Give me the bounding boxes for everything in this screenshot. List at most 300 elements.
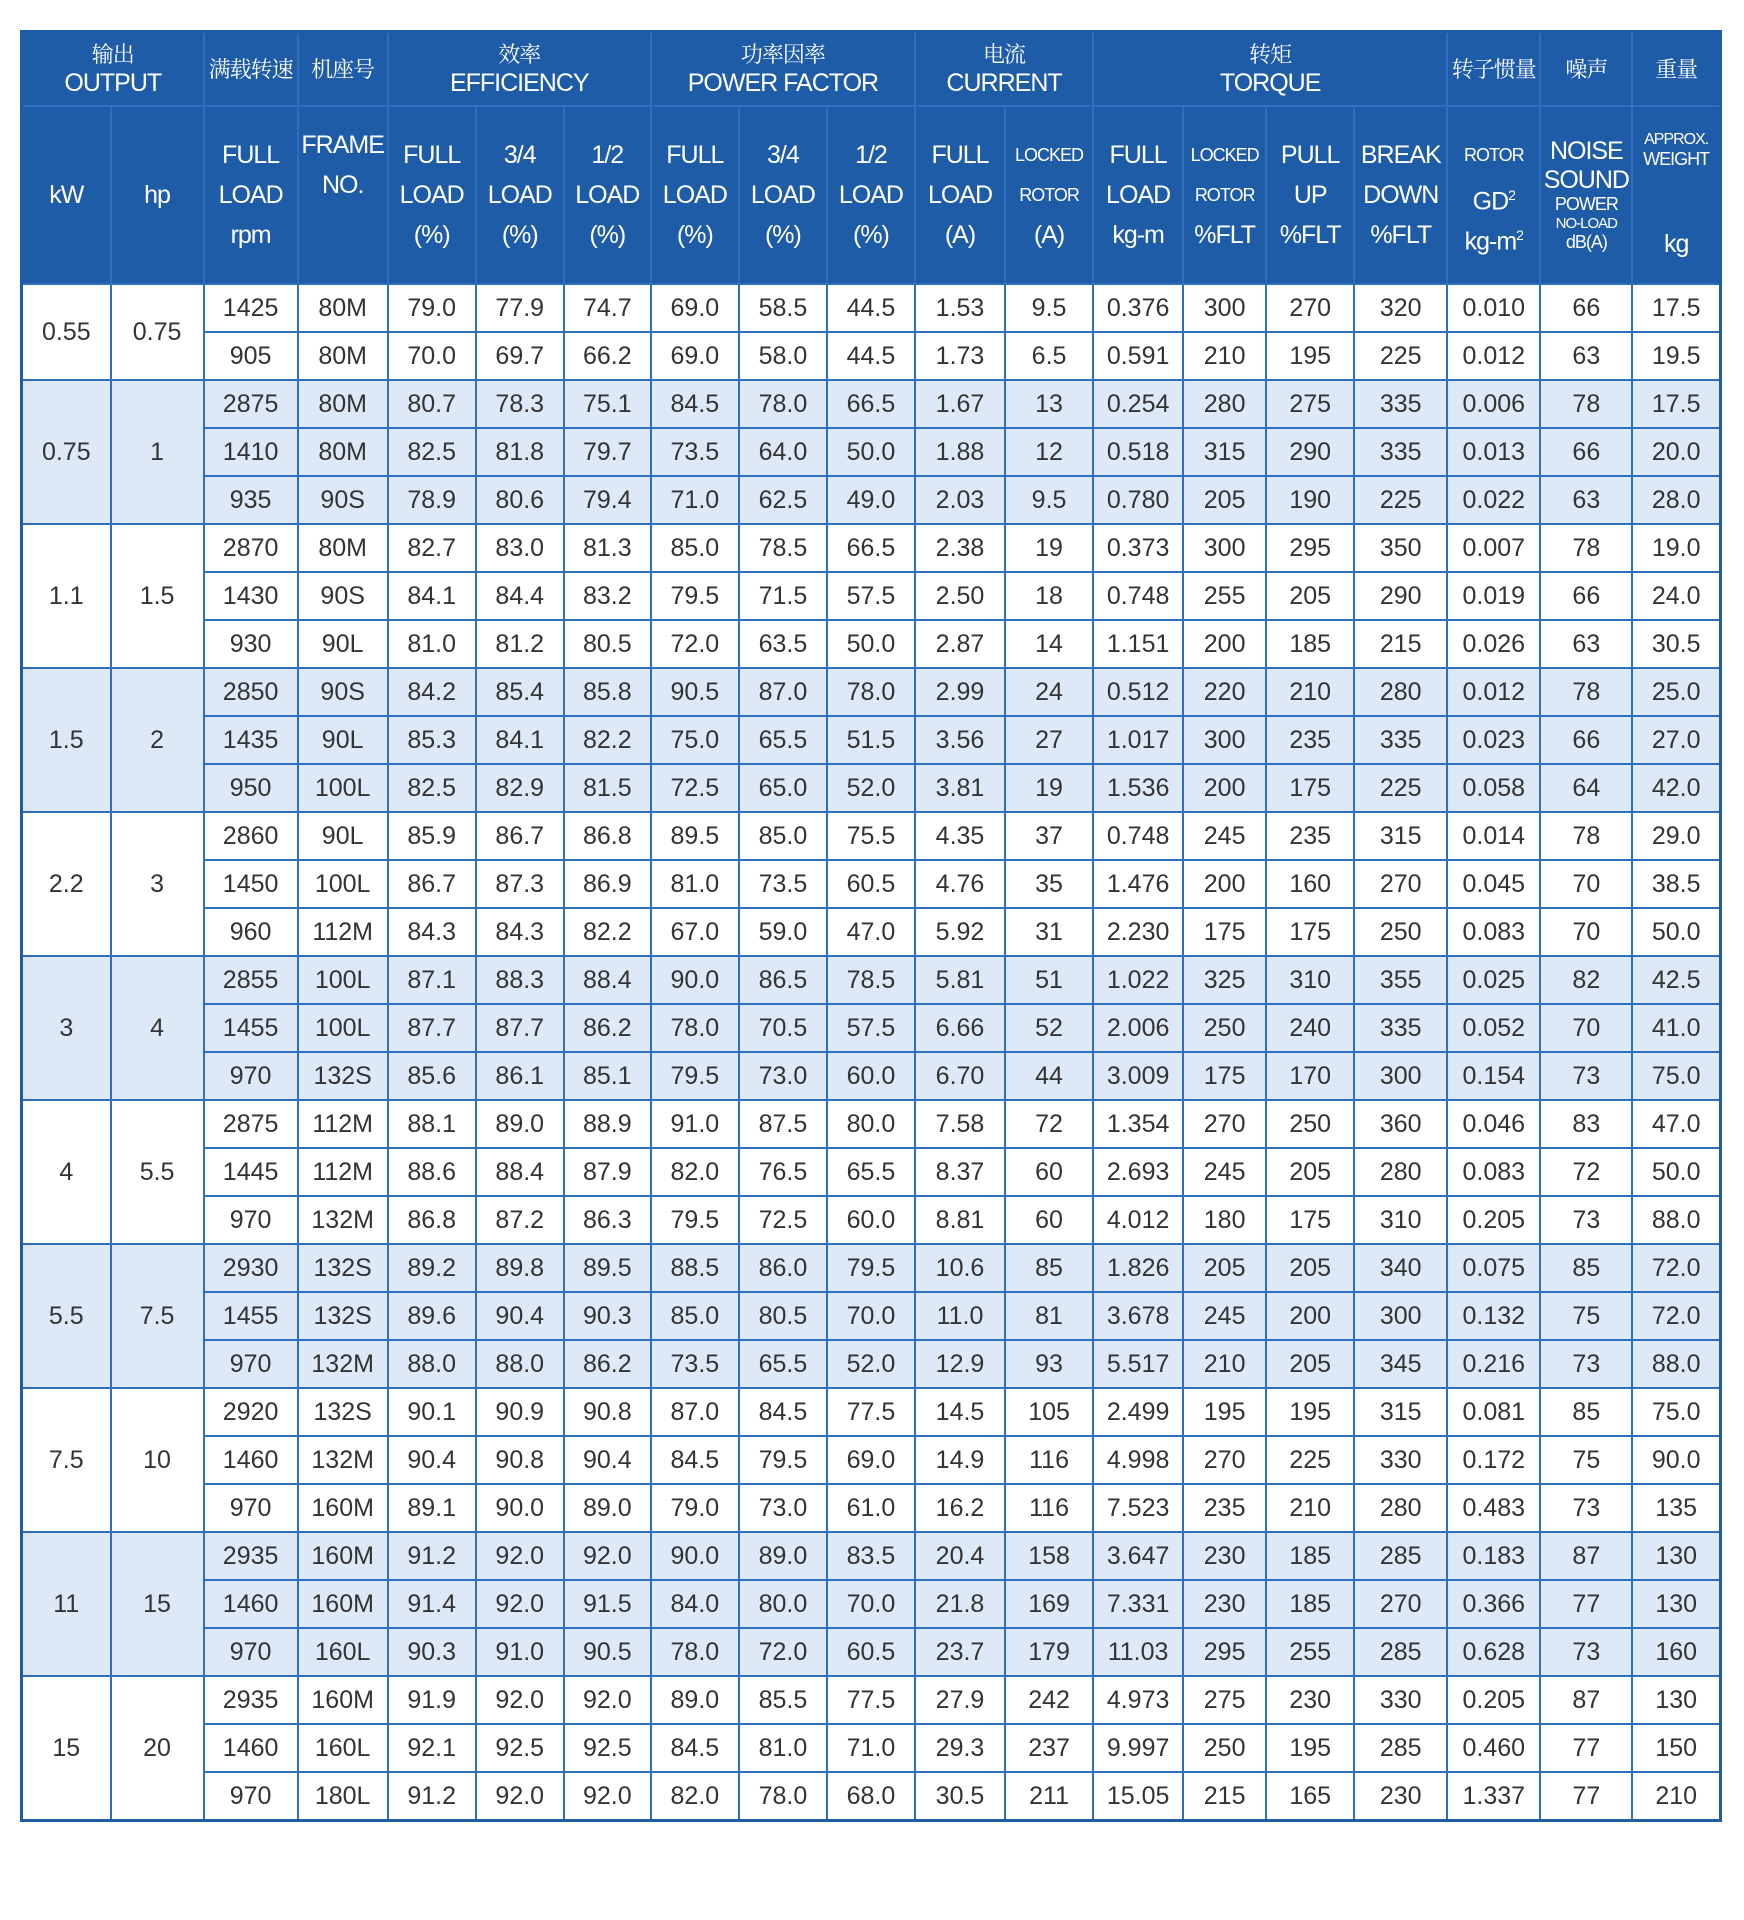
header-frame-zh: 机座号 [298,32,388,107]
cell-eff-full: 81.0 [388,620,476,668]
cell-eff-3-4: 81.2 [476,620,564,668]
cell-current-locked: 31 [1005,908,1093,956]
cell-noise: 75 [1540,1292,1632,1340]
header-eff-1-2: 1/2 LOAD (%) [564,106,651,284]
cell-pf-full: 90.5 [651,668,739,716]
cell-eff-full: 84.2 [388,668,476,716]
cell-pf-3-4: 58.0 [739,332,827,380]
cell-eff-3-4: 92.0 [476,1532,564,1580]
cell-torque-breakdown: 300 [1354,1052,1447,1100]
cell-current-locked: 27 [1005,716,1093,764]
cell-torque-pullup: 205 [1266,1148,1354,1196]
header-rpm: FULL LOAD rpm [204,106,298,284]
cell-pf-1-2: 65.5 [827,1148,915,1196]
cell-weight: 72.0 [1632,1292,1720,1340]
cell-torque-locked: 210 [1183,1340,1266,1388]
cell-kw: 5.5 [22,1244,111,1388]
cell-current-full: 23.7 [915,1628,1005,1676]
cell-eff-3-4: 88.4 [476,1148,564,1196]
cell-rpm: 1435 [204,716,298,764]
table-row [22,428,1721,476]
cell-pf-full: 79.0 [651,1484,739,1532]
cell-eff-3-4: 86.1 [476,1052,564,1100]
cell-eff-full: 84.3 [388,908,476,956]
header-torque-locked: LOCKED ROTOR %FLT [1183,106,1266,284]
cell-eff-3-4: 92.0 [476,1676,564,1724]
cell-pf-3-4: 63.5 [739,620,827,668]
cell-pf-3-4: 73.5 [739,860,827,908]
cell-torque-full: 1.476 [1093,860,1183,908]
cell-eff-full: 82.5 [388,764,476,812]
cell-weight: 88.0 [1632,1340,1720,1388]
cell-pf-1-2: 50.0 [827,428,915,476]
cell-current-locked: 37 [1005,812,1093,860]
cell-noise: 87 [1540,1676,1632,1724]
cell-torque-pullup: 205 [1266,1244,1354,1292]
cell-torque-locked: 230 [1183,1532,1266,1580]
table-row [22,332,1721,380]
cell-current-full: 3.56 [915,716,1005,764]
cell-pf-1-2: 75.5 [827,812,915,860]
header-frame: FRAME NO. [298,106,388,284]
cell-pf-full: 73.5 [651,1340,739,1388]
cell-weight: 24.0 [1632,572,1720,620]
cell-pf-1-2: 47.0 [827,908,915,956]
cell-torque-pullup: 205 [1266,572,1354,620]
cell-rpm: 2850 [204,668,298,716]
cell-weight: 135 [1632,1484,1720,1532]
header-eff-full: FULL LOAD (%) [388,106,476,284]
cell-eff-full: 82.5 [388,428,476,476]
cell-current-full: 20.4 [915,1532,1005,1580]
cell-rpm: 2935 [204,1676,298,1724]
cell-eff-1-2: 85.8 [564,668,651,716]
table-row [22,1340,1721,1388]
cell-pf-3-4: 71.5 [739,572,827,620]
cell-torque-breakdown: 315 [1354,1388,1447,1436]
cell-current-locked: 44 [1005,1052,1093,1100]
cell-rpm: 970 [204,1052,298,1100]
cell-noise: 66 [1540,716,1632,764]
cell-current-full: 4.35 [915,812,1005,860]
cell-eff-full: 90.3 [388,1628,476,1676]
cell-noise: 73 [1540,1628,1632,1676]
table-row [22,1676,1721,1724]
cell-torque-pullup: 175 [1266,1196,1354,1244]
cell-eff-full: 70.0 [388,332,476,380]
cell-eff-full: 87.7 [388,1004,476,1052]
cell-noise: 66 [1540,572,1632,620]
cell-hp: 7.5 [111,1244,204,1388]
table-row [22,1052,1721,1100]
cell-rpm: 970 [204,1340,298,1388]
cell-pf-full: 89.5 [651,812,739,860]
cell-kw: 0.75 [22,380,111,524]
cell-pf-3-4: 81.0 [739,1724,827,1772]
cell-rpm: 1455 [204,1004,298,1052]
cell-pf-3-4: 84.5 [739,1388,827,1436]
cell-rotor-gd2: 0.022 [1447,476,1540,524]
cell-pf-3-4: 86.5 [739,956,827,1004]
cell-weight: 150 [1632,1724,1720,1772]
cell-eff-1-2: 86.3 [564,1196,651,1244]
cell-eff-3-4: 78.3 [476,380,564,428]
header-rotor-zh: 转子惯量 [1447,32,1540,107]
cell-current-locked: 13 [1005,380,1093,428]
cell-weight: 19.5 [1632,332,1720,380]
cell-eff-3-4: 89.8 [476,1244,564,1292]
cell-pf-3-4: 59.0 [739,908,827,956]
cell-rotor-gd2: 0.205 [1447,1196,1540,1244]
cell-rotor-gd2: 0.628 [1447,1628,1540,1676]
cell-torque-breakdown: 270 [1354,1580,1447,1628]
cell-weight: 20.0 [1632,428,1720,476]
cell-rotor-gd2: 0.025 [1447,956,1540,1004]
cell-eff-1-2: 86.9 [564,860,651,908]
table-row [22,284,1721,332]
cell-torque-locked: 210 [1183,332,1266,380]
table-row [22,1484,1721,1532]
header-efficiency: 效率 EFFICIENCY [388,32,651,107]
cell-frame: 90S [298,476,388,524]
cell-kw: 7.5 [22,1388,111,1532]
header-eff-3-4: 3/4 LOAD (%) [476,106,564,284]
cell-torque-breakdown: 340 [1354,1244,1447,1292]
cell-torque-pullup: 270 [1266,284,1354,332]
cell-torque-full: 2.006 [1093,1004,1183,1052]
cell-eff-1-2: 79.7 [564,428,651,476]
cell-current-locked: 158 [1005,1532,1093,1580]
cell-pf-full: 71.0 [651,476,739,524]
cell-pf-3-4: 65.0 [739,764,827,812]
cell-torque-pullup: 310 [1266,956,1354,1004]
cell-eff-full: 88.6 [388,1148,476,1196]
cell-torque-pullup: 195 [1266,332,1354,380]
cell-eff-1-2: 92.0 [564,1676,651,1724]
cell-rotor-gd2: 0.014 [1447,812,1540,860]
cell-eff-full: 78.9 [388,476,476,524]
cell-torque-breakdown: 335 [1354,716,1447,764]
cell-pf-3-4: 73.0 [739,1052,827,1100]
cell-noise: 78 [1540,668,1632,716]
cell-eff-full: 90.4 [388,1436,476,1484]
cell-rotor-gd2: 0.046 [1447,1100,1540,1148]
cell-weight: 25.0 [1632,668,1720,716]
cell-eff-1-2: 90.5 [564,1628,651,1676]
cell-eff-full: 86.7 [388,860,476,908]
cell-pf-1-2: 69.0 [827,1436,915,1484]
cell-torque-pullup: 185 [1266,620,1354,668]
cell-noise: 75 [1540,1436,1632,1484]
cell-eff-1-2: 75.1 [564,380,651,428]
cell-eff-3-4: 90.9 [476,1388,564,1436]
cell-pf-3-4: 80.0 [739,1580,827,1628]
cell-eff-full: 89.2 [388,1244,476,1292]
header-current-locked: LOCKED ROTOR (A) [1005,106,1093,284]
cell-eff-full: 88.1 [388,1100,476,1148]
cell-eff-3-4: 84.4 [476,572,564,620]
cell-torque-full: 0.591 [1093,332,1183,380]
header-pf-1-2: 1/2 LOAD (%) [827,106,915,284]
cell-torque-pullup: 195 [1266,1724,1354,1772]
header-speed-zh: 满载转速 [204,32,298,107]
cell-pf-1-2: 51.5 [827,716,915,764]
cell-pf-1-2: 83.5 [827,1532,915,1580]
cell-torque-locked: 295 [1183,1628,1266,1676]
cell-eff-1-2: 90.8 [564,1388,651,1436]
cell-pf-1-2: 79.5 [827,1244,915,1292]
cell-rotor-gd2: 0.483 [1447,1484,1540,1532]
cell-noise: 85 [1540,1244,1632,1292]
cell-frame: 180L [298,1772,388,1821]
cell-torque-full: 1.022 [1093,956,1183,1004]
cell-frame: 90S [298,668,388,716]
header-row-groups [22,32,1721,107]
cell-torque-pullup: 175 [1266,908,1354,956]
cell-torque-locked: 200 [1183,620,1266,668]
cell-torque-full: 9.997 [1093,1724,1183,1772]
cell-eff-1-2: 83.2 [564,572,651,620]
cell-torque-full: 0.376 [1093,284,1183,332]
cell-frame: 80M [298,524,388,572]
cell-weight: 30.5 [1632,620,1720,668]
cell-weight: 42.0 [1632,764,1720,812]
cell-frame: 132S [298,1052,388,1100]
cell-torque-locked: 275 [1183,1676,1266,1724]
cell-torque-pullup: 165 [1266,1772,1354,1821]
cell-torque-locked: 180 [1183,1196,1266,1244]
cell-current-full: 6.70 [915,1052,1005,1100]
cell-current-locked: 9.5 [1005,476,1093,524]
cell-eff-1-2: 86.8 [564,812,651,860]
cell-torque-full: 4.998 [1093,1436,1183,1484]
table-row [22,476,1721,524]
cell-pf-1-2: 60.0 [827,1052,915,1100]
cell-torque-pullup: 230 [1266,1676,1354,1724]
cell-pf-3-4: 62.5 [739,476,827,524]
cell-noise: 70 [1540,860,1632,908]
cell-weight: 210 [1632,1772,1720,1821]
cell-pf-full: 82.0 [651,1148,739,1196]
cell-noise: 85 [1540,1388,1632,1436]
cell-eff-3-4: 69.7 [476,332,564,380]
cell-rotor-gd2: 0.083 [1447,908,1540,956]
cell-rotor-gd2: 0.006 [1447,380,1540,428]
cell-torque-breakdown: 315 [1354,812,1447,860]
cell-eff-3-4: 87.7 [476,1004,564,1052]
cell-noise: 83 [1540,1100,1632,1148]
cell-hp: 5.5 [111,1100,204,1244]
cell-pf-1-2: 60.5 [827,860,915,908]
cell-rotor-gd2: 1.337 [1447,1772,1540,1821]
cell-torque-full: 2.230 [1093,908,1183,956]
cell-current-locked: 9.5 [1005,284,1093,332]
cell-frame: 132S [298,1388,388,1436]
cell-current-full: 5.92 [915,908,1005,956]
cell-kw: 3 [22,956,111,1100]
cell-torque-full: 0.748 [1093,812,1183,860]
cell-pf-3-4: 72.5 [739,1196,827,1244]
cell-eff-1-2: 89.5 [564,1244,651,1292]
cell-eff-full: 80.7 [388,380,476,428]
cell-torque-pullup: 190 [1266,476,1354,524]
header-row-columns [22,106,1721,284]
cell-current-locked: 105 [1005,1388,1093,1436]
cell-pf-1-2: 70.0 [827,1580,915,1628]
cell-pf-full: 75.0 [651,716,739,764]
cell-weight: 75.0 [1632,1388,1720,1436]
cell-eff-3-4: 87.2 [476,1196,564,1244]
cell-eff-3-4: 90.0 [476,1484,564,1532]
cell-weight: 27.0 [1632,716,1720,764]
cell-torque-full: 3.678 [1093,1292,1183,1340]
cell-eff-3-4: 87.3 [476,860,564,908]
cell-eff-1-2: 89.0 [564,1484,651,1532]
cell-pf-3-4: 65.5 [739,716,827,764]
cell-current-full: 29.3 [915,1724,1005,1772]
cell-current-full: 2.87 [915,620,1005,668]
cell-weight: 47.0 [1632,1100,1720,1148]
cell-pf-3-4: 80.5 [739,1292,827,1340]
cell-current-locked: 14 [1005,620,1093,668]
cell-current-locked: 242 [1005,1676,1093,1724]
cell-torque-pullup: 195 [1266,1388,1354,1436]
cell-eff-full: 87.1 [388,956,476,1004]
header-output: 输出 OUTPUT [22,32,204,107]
cell-torque-locked: 280 [1183,380,1266,428]
cell-pf-3-4: 76.5 [739,1148,827,1196]
cell-rpm: 1430 [204,572,298,620]
table-row [22,1436,1721,1484]
cell-rpm: 1455 [204,1292,298,1340]
cell-pf-3-4: 73.0 [739,1484,827,1532]
cell-rpm: 970 [204,1196,298,1244]
cell-torque-pullup: 210 [1266,668,1354,716]
cell-torque-full: 0.518 [1093,428,1183,476]
cell-torque-full: 1.151 [1093,620,1183,668]
cell-frame: 132S [298,1292,388,1340]
cell-pf-3-4: 72.0 [739,1628,827,1676]
cell-pf-1-2: 70.0 [827,1292,915,1340]
cell-eff-full: 91.9 [388,1676,476,1724]
cell-torque-breakdown: 310 [1354,1196,1447,1244]
cell-pf-full: 78.0 [651,1628,739,1676]
cell-torque-breakdown: 345 [1354,1340,1447,1388]
cell-pf-3-4: 65.5 [739,1340,827,1388]
cell-torque-full: 11.03 [1093,1628,1183,1676]
cell-torque-locked: 175 [1183,908,1266,956]
cell-current-full: 12.9 [915,1340,1005,1388]
cell-torque-pullup: 250 [1266,1100,1354,1148]
cell-pf-full: 88.5 [651,1244,739,1292]
cell-rotor-gd2: 0.075 [1447,1244,1540,1292]
cell-pf-1-2: 78.0 [827,668,915,716]
cell-eff-full: 85.6 [388,1052,476,1100]
cell-torque-pullup: 160 [1266,860,1354,908]
cell-eff-3-4: 83.0 [476,524,564,572]
cell-pf-full: 72.5 [651,764,739,812]
cell-eff-1-2: 92.5 [564,1724,651,1772]
cell-frame: 90L [298,716,388,764]
cell-torque-breakdown: 280 [1354,1148,1447,1196]
cell-rpm: 2860 [204,812,298,860]
cell-eff-full: 85.3 [388,716,476,764]
cell-weight: 38.5 [1632,860,1720,908]
cell-hp: 20 [111,1676,204,1821]
table-row [22,1772,1721,1821]
cell-eff-full: 82.7 [388,524,476,572]
cell-weight: 29.0 [1632,812,1720,860]
cell-torque-locked: 200 [1183,764,1266,812]
cell-eff-3-4: 85.4 [476,668,564,716]
cell-torque-full: 7.523 [1093,1484,1183,1532]
cell-pf-1-2: 57.5 [827,1004,915,1052]
cell-frame: 80M [298,380,388,428]
cell-current-full: 3.81 [915,764,1005,812]
cell-pf-full: 78.0 [651,1004,739,1052]
cell-rotor-gd2: 0.154 [1447,1052,1540,1100]
cell-torque-locked: 245 [1183,1148,1266,1196]
cell-eff-1-2: 86.2 [564,1004,651,1052]
cell-noise: 77 [1540,1772,1632,1821]
cell-torque-breakdown: 250 [1354,908,1447,956]
cell-pf-full: 85.0 [651,1292,739,1340]
cell-frame: 160L [298,1724,388,1772]
cell-noise: 64 [1540,764,1632,812]
cell-eff-full: 90.1 [388,1388,476,1436]
cell-kw: 1.5 [22,668,111,812]
cell-torque-pullup: 175 [1266,764,1354,812]
cell-noise: 73 [1540,1484,1632,1532]
cell-eff-1-2: 81.5 [564,764,651,812]
cell-torque-full: 2.693 [1093,1148,1183,1196]
cell-torque-breakdown: 225 [1354,764,1447,812]
cell-torque-locked: 235 [1183,1484,1266,1532]
cell-eff-3-4: 92.5 [476,1724,564,1772]
cell-current-locked: 93 [1005,1340,1093,1388]
cell-rpm: 1450 [204,860,298,908]
cell-eff-full: 89.6 [388,1292,476,1340]
cell-torque-locked: 245 [1183,1292,1266,1340]
table-row [22,908,1721,956]
cell-current-full: 6.66 [915,1004,1005,1052]
cell-pf-3-4: 78.5 [739,524,827,572]
cell-eff-full: 91.2 [388,1532,476,1580]
cell-pf-3-4: 85.0 [739,812,827,860]
cell-current-locked: 12 [1005,428,1093,476]
cell-weight: 90.0 [1632,1436,1720,1484]
table-row [22,1292,1721,1340]
header-torque: 转矩 TORQUE [1093,32,1447,107]
cell-current-full: 5.81 [915,956,1005,1004]
cell-eff-full: 88.0 [388,1340,476,1388]
cell-pf-3-4: 64.0 [739,428,827,476]
cell-torque-locked: 220 [1183,668,1266,716]
cell-torque-breakdown: 285 [1354,1724,1447,1772]
cell-frame: 112M [298,1148,388,1196]
cell-rpm: 1410 [204,428,298,476]
cell-torque-breakdown: 350 [1354,524,1447,572]
cell-eff-3-4: 88.3 [476,956,564,1004]
cell-current-locked: 116 [1005,1436,1093,1484]
cell-rotor-gd2: 0.216 [1447,1340,1540,1388]
cell-frame: 160M [298,1484,388,1532]
cell-torque-full: 5.517 [1093,1340,1183,1388]
cell-pf-1-2: 66.5 [827,380,915,428]
cell-current-locked: 179 [1005,1628,1093,1676]
cell-frame: 132M [298,1340,388,1388]
cell-pf-full: 81.0 [651,860,739,908]
